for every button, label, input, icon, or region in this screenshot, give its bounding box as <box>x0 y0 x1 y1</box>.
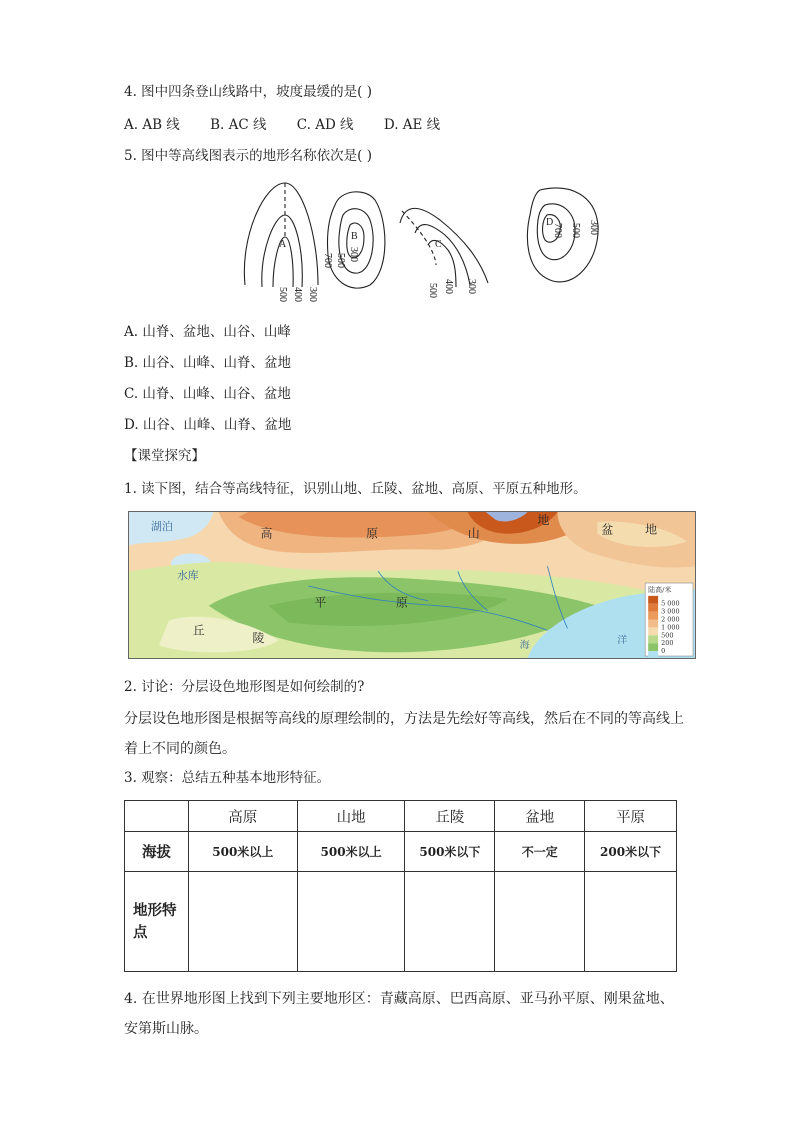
svg-text:400: 400 <box>292 287 303 302</box>
svg-text:300: 300 <box>348 247 359 262</box>
inquiry-4: 4. 在世界地形图上找到下列主要地形区：青藏高原、巴西高原、亚马孙平原、刚果盆地、安第斯山脉。 <box>124 991 674 1037</box>
header-mountain: 山地 <box>297 801 405 832</box>
row-label-elevation: 海拔 <box>125 832 189 872</box>
row-label-features: 地形特点 <box>125 872 189 972</box>
section-title: 【课堂探究】 <box>124 448 205 464</box>
map-label-plateau-2: 原 <box>366 526 379 541</box>
contour-panel-3 <box>400 208 488 298</box>
panel2-point: B <box>351 231 358 242</box>
legend-swatch <box>648 651 658 659</box>
cell-feature-mountain[interactable] <box>297 872 405 972</box>
svg-text:300: 300 <box>307 287 318 302</box>
inquiry-2: 2. 讨论：分层设色地形图是如何绘制的? <box>124 679 365 695</box>
q4-option-b: B. AC 线 <box>210 117 267 133</box>
header-plain: 平原 <box>585 801 677 832</box>
svg-text:500: 500 <box>277 287 288 302</box>
cell-feature-basin[interactable] <box>495 872 585 972</box>
cell-elevation-plain: 200米以下 <box>585 832 677 872</box>
legend-swatch <box>648 612 658 620</box>
svg-text:300: 300 <box>588 220 599 235</box>
legend-swatch <box>648 620 658 628</box>
map-label-plain-2: 原 <box>396 595 408 610</box>
legend-item-label: 2 000 <box>661 615 680 624</box>
q4-option-a: A. AB 线 <box>124 117 180 133</box>
q5-option-a: A. 山脊、盆地、山谷、山峰 <box>124 324 291 340</box>
layered-terrain-map <box>128 511 696 659</box>
cell-feature-hill[interactable] <box>405 872 495 972</box>
contour-panel-4 <box>527 188 599 282</box>
inquiry-2-answer: 分层设色地形图是根据等高线的原理绘制的，方法是先绘好等高线，然后在不同的等高线上着上不同的颜色。 <box>124 711 684 757</box>
cell-elevation-plateau: 500米以上 <box>188 832 297 872</box>
legend-item-label: 3 000 <box>661 607 680 616</box>
terrain-feature-table <box>124 800 677 972</box>
header-plateau: 高原 <box>188 801 297 832</box>
cell-feature-plain[interactable] <box>585 872 677 972</box>
svg-text:700: 700 <box>322 253 333 268</box>
q5-option-b: B. 山谷、山峰、山脊、盆地 <box>124 355 292 371</box>
map-label-basin-2: 地 <box>645 522 658 537</box>
legend-swatch <box>648 596 658 604</box>
q4-options <box>124 115 466 135</box>
map-legend <box>645 583 693 659</box>
table-header-row <box>125 801 677 832</box>
svg-text:500: 500 <box>335 253 346 268</box>
inquiry-3: 3. 观察：总结五种基本地形特征。 <box>124 770 331 786</box>
contour-panel-2 <box>322 192 385 288</box>
svg-text:300: 300 <box>466 279 477 294</box>
cell-elevation-basin: 不一定 <box>495 832 585 872</box>
header-hill: 丘陵 <box>405 801 495 832</box>
legend-swatch <box>648 635 658 643</box>
svg-text:500: 500 <box>570 223 581 238</box>
legend-swatch <box>648 643 658 651</box>
map-label-lake: 湖泊 <box>150 519 173 533</box>
map-label-basin-1: 盆 <box>601 522 614 537</box>
map-label-plain-1: 平 <box>314 595 327 610</box>
contour-figure <box>240 175 620 310</box>
q5-stem: 5. 图中等高线图表示的地形名称依次是( ) <box>124 148 372 164</box>
map-label-hill-1: 丘 <box>192 623 205 638</box>
svg-text:500: 500 <box>427 283 438 298</box>
q5-option-d: D. 山谷、山峰、山脊、盆地 <box>124 417 292 433</box>
cell-feature-plateau[interactable] <box>188 872 297 972</box>
table-row-features <box>125 872 677 972</box>
legend-title: 陆高/米 <box>648 585 672 594</box>
svg-text:700: 700 <box>552 223 563 238</box>
q4-option-d: D. AE 线 <box>383 117 441 133</box>
header-basin: 盆地 <box>495 801 585 832</box>
legend-item-label: 5 000 <box>661 599 680 608</box>
map-label-mountain-2: 地 <box>537 512 550 527</box>
cell-elevation-hill: 500米以下 <box>405 832 495 872</box>
map-label-reservoir: 水库 <box>176 569 199 583</box>
legend-item-label: 1 000 <box>661 623 680 632</box>
q5-option-c: C. 山脊、山峰、山谷、盆地 <box>124 386 291 402</box>
map-label-mountain-1: 山 <box>467 526 480 541</box>
contour-panel-1 <box>244 183 318 302</box>
cell-elevation-mountain: 500米以上 <box>297 832 405 872</box>
q4-option-c: C. AD 线 <box>296 117 354 133</box>
legend-swatch <box>648 627 658 635</box>
legend-item-label: 0 <box>661 647 666 656</box>
panel4-point: D <box>546 217 554 228</box>
legend-item-label: 500 <box>661 631 674 640</box>
table-row-elevation <box>125 832 677 872</box>
map-label-sea-1: 海 <box>519 640 530 652</box>
inquiry-1: 1. 读下图，结合等高线特征，识别山地、丘陵、盆地、高原、平原五种地形。 <box>124 481 587 497</box>
legend-swatch <box>648 604 658 612</box>
panel1-point: A <box>279 239 287 250</box>
map-label-hill-2: 陵 <box>252 631 265 646</box>
svg-text:400: 400 <box>443 279 454 294</box>
panel3-point: C <box>435 239 442 250</box>
map-label-sea-2: 洋 <box>617 635 628 647</box>
legend-item-label: 200 <box>661 639 674 648</box>
q4-stem: 4. 图中四条登山线路中，坡度最缓的是( ) <box>124 84 372 100</box>
map-label-plateau-1: 高 <box>260 526 273 541</box>
